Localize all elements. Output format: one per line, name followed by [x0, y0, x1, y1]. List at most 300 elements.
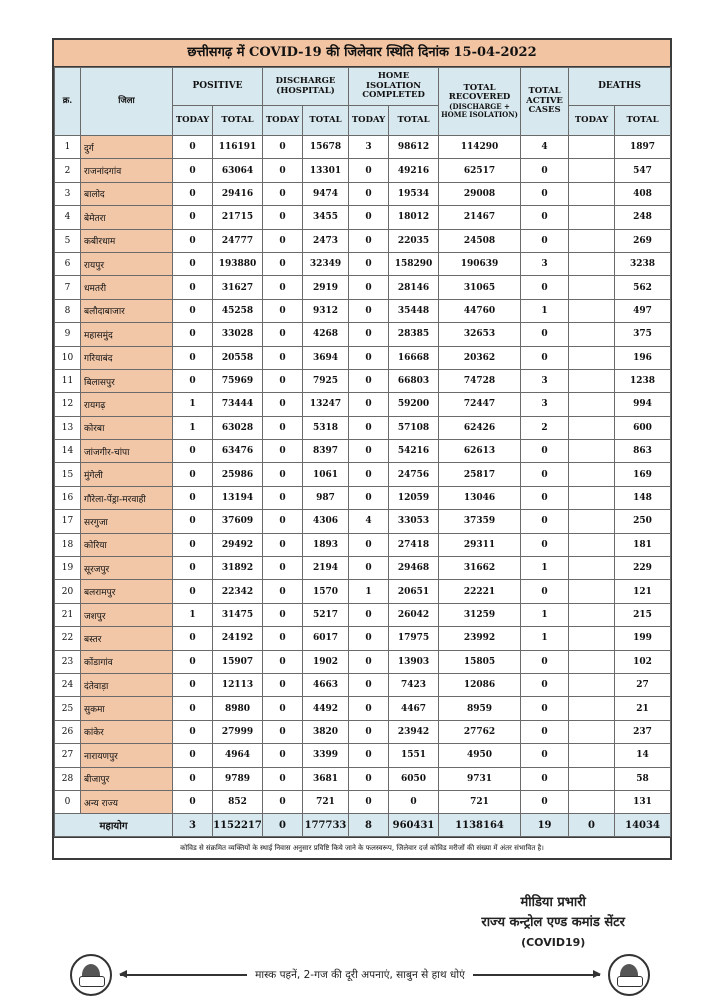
- row-death-today: [569, 510, 615, 533]
- row-death-total: 3238: [615, 252, 671, 275]
- row-pos-today: 0: [173, 252, 213, 275]
- row-sno: 5: [55, 229, 81, 252]
- row-hi-total: 57108: [389, 416, 439, 439]
- row-death-total: 547: [615, 159, 671, 182]
- row-recovered: 62426: [439, 416, 521, 439]
- totals-pos-total: 1152217: [213, 814, 263, 837]
- row-death-total: 600: [615, 416, 671, 439]
- row-pos-today: 0: [173, 276, 213, 299]
- row-death-today: [569, 416, 615, 439]
- row-dis-today: 0: [263, 416, 303, 439]
- row-dis-total: 3681: [303, 767, 349, 790]
- row-hi-total: 26042: [389, 603, 439, 626]
- row-recovered: 23992: [439, 627, 521, 650]
- row-pos-total: 24777: [213, 229, 263, 252]
- row-hi-today: 1: [349, 580, 389, 603]
- header-deaths-total: TOTAL: [615, 106, 671, 136]
- header-total-active: TOTAL ACTIVE CASES: [521, 68, 569, 136]
- row-hi-total: 16668: [389, 346, 439, 369]
- row-death-today: [569, 276, 615, 299]
- row-pos-total: 852: [213, 790, 263, 813]
- row-hi-today: 0: [349, 767, 389, 790]
- row-pos-total: 24192: [213, 627, 263, 650]
- row-sno: 19: [55, 557, 81, 580]
- totals-row: [55, 814, 671, 837]
- row-dis-today: 0: [263, 580, 303, 603]
- row-sno: 28: [55, 767, 81, 790]
- row-active: 0: [521, 650, 569, 673]
- row-pos-total: 63064: [213, 159, 263, 182]
- signature-line1: मीडिया प्रभारी: [520, 895, 586, 910]
- row-pos-today: 0: [173, 159, 213, 182]
- row-active: 0: [521, 767, 569, 790]
- row-dis-today: 0: [263, 136, 303, 159]
- row-active: 4: [521, 136, 569, 159]
- row-dis-today: 0: [263, 486, 303, 509]
- row-dis-total: 3694: [303, 346, 349, 369]
- row-recovered: 31662: [439, 557, 521, 580]
- row-death-today: [569, 744, 615, 767]
- row-death-today: [569, 627, 615, 650]
- row-death-total: 250: [615, 510, 671, 533]
- row-death-total: 1897: [615, 136, 671, 159]
- row-dis-total: 1061: [303, 463, 349, 486]
- header-hi-total: TOTAL: [389, 106, 439, 136]
- row-sno: 2: [55, 159, 81, 182]
- row-pos-today: 0: [173, 557, 213, 580]
- row-death-today: [569, 229, 615, 252]
- row-district: धमतरी: [81, 276, 173, 299]
- row-pos-today: 1: [173, 393, 213, 416]
- table-row: [55, 486, 671, 509]
- row-active: 0: [521, 440, 569, 463]
- table-row: [55, 440, 671, 463]
- table-row: [55, 603, 671, 626]
- row-dis-today: 0: [263, 557, 303, 580]
- row-district: बलौदाबाजार: [81, 299, 173, 322]
- row-dis-total: 13301: [303, 159, 349, 182]
- row-death-today: [569, 323, 615, 346]
- row-hi-today: 0: [349, 206, 389, 229]
- row-dis-today: 0: [263, 744, 303, 767]
- row-district: रायपुर: [81, 252, 173, 275]
- row-hi-today: 4: [349, 510, 389, 533]
- row-active: 0: [521, 323, 569, 346]
- row-dis-today: 0: [263, 252, 303, 275]
- row-district: बीजापुर: [81, 767, 173, 790]
- row-dis-today: 0: [263, 182, 303, 205]
- row-sno: 18: [55, 533, 81, 556]
- row-district: कोरबा: [81, 416, 173, 439]
- row-hi-today: 0: [349, 323, 389, 346]
- row-active: 1: [521, 627, 569, 650]
- row-death-today: [569, 533, 615, 556]
- row-district: जशपुर: [81, 603, 173, 626]
- row-dis-today: 0: [263, 206, 303, 229]
- row-recovered: 9731: [439, 767, 521, 790]
- row-active: 0: [521, 697, 569, 720]
- row-recovered: 74728: [439, 369, 521, 392]
- row-pos-today: 0: [173, 486, 213, 509]
- row-death-total: 181: [615, 533, 671, 556]
- row-pos-today: 0: [173, 697, 213, 720]
- row-hi-today: 3: [349, 136, 389, 159]
- slogan-text: मास्क पहनें, 2-गज की दूरी अपनाएं, साबुन से हाथ धोएं: [255, 969, 465, 981]
- row-death-total: 199: [615, 627, 671, 650]
- row-pos-total: 31475: [213, 603, 263, 626]
- row-dis-total: 2473: [303, 229, 349, 252]
- row-death-total: 121: [615, 580, 671, 603]
- row-recovered: 24508: [439, 229, 521, 252]
- row-dis-total: 3455: [303, 206, 349, 229]
- row-dis-total: 8397: [303, 440, 349, 463]
- row-death-today: [569, 393, 615, 416]
- row-pos-total: 29416: [213, 182, 263, 205]
- table-row: [55, 463, 671, 486]
- row-death-today: [569, 557, 615, 580]
- row-pos-total: 20558: [213, 346, 263, 369]
- row-pos-total: 9789: [213, 767, 263, 790]
- totals-hi-total: 960431: [389, 814, 439, 837]
- row-hi-total: 27418: [389, 533, 439, 556]
- row-pos-today: 0: [173, 136, 213, 159]
- table-row: [55, 673, 671, 696]
- row-pos-today: 0: [173, 206, 213, 229]
- table-row: [55, 323, 671, 346]
- row-death-total: 196: [615, 346, 671, 369]
- row-district: कोरिया: [81, 533, 173, 556]
- row-pos-total: 15907: [213, 650, 263, 673]
- row-dis-today: 0: [263, 299, 303, 322]
- row-sno: 27: [55, 744, 81, 767]
- row-sno: 12: [55, 393, 81, 416]
- row-pos-total: 33028: [213, 323, 263, 346]
- row-active: 1: [521, 299, 569, 322]
- report-title: छत्तीसगढ़ में COVID-19 की जिलेवार स्थिति दिनांक 15-04-2022: [54, 40, 670, 67]
- row-district: बेमेतरा: [81, 206, 173, 229]
- row-active: 3: [521, 252, 569, 275]
- row-dis-today: 0: [263, 673, 303, 696]
- row-dis-total: 5318: [303, 416, 349, 439]
- table-row: [55, 697, 671, 720]
- row-district: रायगढ़: [81, 393, 173, 416]
- mask-shape: [617, 976, 643, 987]
- row-sno: 17: [55, 510, 81, 533]
- row-recovered: 27762: [439, 720, 521, 743]
- row-sno: 21: [55, 603, 81, 626]
- row-hi-total: 4467: [389, 697, 439, 720]
- row-sno: 11: [55, 369, 81, 392]
- row-hi-total: 1551: [389, 744, 439, 767]
- header-total-recovered: [439, 68, 521, 136]
- row-active: 2: [521, 416, 569, 439]
- row-dis-total: 4492: [303, 697, 349, 720]
- row-recovered: 22221: [439, 580, 521, 603]
- row-hi-today: 0: [349, 416, 389, 439]
- row-dis-today: 0: [263, 510, 303, 533]
- row-dis-today: 0: [263, 229, 303, 252]
- row-recovered: 721: [439, 790, 521, 813]
- row-hi-today: 0: [349, 627, 389, 650]
- row-dis-total: 4268: [303, 323, 349, 346]
- row-pos-today: 0: [173, 323, 213, 346]
- table-row: [55, 276, 671, 299]
- row-death-today: [569, 182, 615, 205]
- row-hi-today: 0: [349, 603, 389, 626]
- row-death-total: 994: [615, 393, 671, 416]
- right-arrow-icon: [473, 974, 600, 976]
- row-death-total: 215: [615, 603, 671, 626]
- row-hi-total: 33053: [389, 510, 439, 533]
- row-district: बलरामपुर: [81, 580, 173, 603]
- row-death-today: [569, 252, 615, 275]
- row-dis-today: 0: [263, 440, 303, 463]
- row-district: गौरेला-पेंड्रा-मरवाही: [81, 486, 173, 509]
- row-dis-total: 32349: [303, 252, 349, 275]
- row-dis-today: 0: [263, 603, 303, 626]
- row-recovered: 25817: [439, 463, 521, 486]
- row-pos-total: 21715: [213, 206, 263, 229]
- row-hi-today: 0: [349, 346, 389, 369]
- row-dis-today: 0: [263, 276, 303, 299]
- table-row: [55, 159, 671, 182]
- row-district: महासमुंद: [81, 323, 173, 346]
- row-hi-total: 12059: [389, 486, 439, 509]
- row-sno: 0: [55, 790, 81, 813]
- table-row: [55, 557, 671, 580]
- row-death-total: 497: [615, 299, 671, 322]
- row-district: बालोद: [81, 182, 173, 205]
- row-sno: 13: [55, 416, 81, 439]
- header-total-recovered-sub: (DISCHARGE + HOME ISOLATION): [441, 102, 518, 120]
- row-hi-total: 6050: [389, 767, 439, 790]
- row-death-total: 148: [615, 486, 671, 509]
- row-active: 0: [521, 533, 569, 556]
- header-positive-today: TODAY: [173, 106, 213, 136]
- header-sno: क्र.: [55, 68, 81, 136]
- row-sno: 22: [55, 627, 81, 650]
- slogan-banner: [60, 950, 660, 1000]
- row-hi-total: 7423: [389, 673, 439, 696]
- row-hi-today: 0: [349, 159, 389, 182]
- row-recovered: 62613: [439, 440, 521, 463]
- row-pos-today: 0: [173, 720, 213, 743]
- row-death-today: [569, 790, 615, 813]
- row-recovered: 4950: [439, 744, 521, 767]
- row-dis-total: 15678: [303, 136, 349, 159]
- row-recovered: 13046: [439, 486, 521, 509]
- row-active: 0: [521, 673, 569, 696]
- row-recovered: 44760: [439, 299, 521, 322]
- masked-face-icon: [608, 954, 650, 996]
- row-district: गरियाबंद: [81, 346, 173, 369]
- table-row: [55, 182, 671, 205]
- row-hi-total: 49216: [389, 159, 439, 182]
- row-district: अन्य राज्य: [81, 790, 173, 813]
- row-recovered: 21467: [439, 206, 521, 229]
- signature-line3: (COVID19): [521, 936, 586, 949]
- row-recovered: 31259: [439, 603, 521, 626]
- row-sno: 16: [55, 486, 81, 509]
- row-death-total: 58: [615, 767, 671, 790]
- row-pos-total: 29492: [213, 533, 263, 556]
- table-row: [55, 744, 671, 767]
- row-pos-today: 0: [173, 533, 213, 556]
- row-dis-today: 0: [263, 369, 303, 392]
- row-hi-today: 0: [349, 440, 389, 463]
- row-sno: 20: [55, 580, 81, 603]
- header-deaths: DEATHS: [569, 68, 671, 106]
- row-district: दंतेवाड़ा: [81, 673, 173, 696]
- row-active: 0: [521, 206, 569, 229]
- row-hi-today: 0: [349, 276, 389, 299]
- row-pos-today: 0: [173, 580, 213, 603]
- row-death-today: [569, 603, 615, 626]
- row-death-today: [569, 346, 615, 369]
- header-total-recovered-label: TOTAL RECOVERED: [448, 82, 511, 103]
- header-deaths-today: TODAY: [569, 106, 615, 136]
- row-dis-today: 0: [263, 346, 303, 369]
- row-dis-total: 6017: [303, 627, 349, 650]
- row-dis-total: 2919: [303, 276, 349, 299]
- row-death-today: [569, 299, 615, 322]
- table-row: [55, 533, 671, 556]
- row-pos-today: 0: [173, 673, 213, 696]
- row-active: 0: [521, 790, 569, 813]
- row-dis-total: 1893: [303, 533, 349, 556]
- row-pos-today: 1: [173, 416, 213, 439]
- row-death-total: 562: [615, 276, 671, 299]
- row-hi-today: 0: [349, 252, 389, 275]
- row-district: बिलासपुर: [81, 369, 173, 392]
- table-row: [55, 767, 671, 790]
- table-row: [55, 580, 671, 603]
- row-hi-total: 98612: [389, 136, 439, 159]
- row-active: 0: [521, 229, 569, 252]
- row-death-today: [569, 136, 615, 159]
- row-dis-today: 0: [263, 720, 303, 743]
- row-dis-total: 4306: [303, 510, 349, 533]
- row-recovered: 37359: [439, 510, 521, 533]
- row-sno: 23: [55, 650, 81, 673]
- row-dis-total: 3399: [303, 744, 349, 767]
- row-hi-today: 0: [349, 369, 389, 392]
- row-hi-today: 0: [349, 299, 389, 322]
- row-active: 0: [521, 486, 569, 509]
- row-active: 3: [521, 393, 569, 416]
- row-sno: 3: [55, 182, 81, 205]
- row-recovered: 32653: [439, 323, 521, 346]
- row-active: 0: [521, 744, 569, 767]
- row-dis-today: 0: [263, 790, 303, 813]
- row-hi-total: 0: [389, 790, 439, 813]
- row-recovered: 190639: [439, 252, 521, 275]
- row-sno: 10: [55, 346, 81, 369]
- row-hi-total: 59200: [389, 393, 439, 416]
- row-dis-total: 1570: [303, 580, 349, 603]
- table-header: [55, 68, 671, 136]
- row-pos-total: 22342: [213, 580, 263, 603]
- row-hi-total: 13903: [389, 650, 439, 673]
- row-pos-total: 116191: [213, 136, 263, 159]
- row-death-total: 229: [615, 557, 671, 580]
- row-pos-today: 0: [173, 346, 213, 369]
- row-active: 0: [521, 182, 569, 205]
- row-hi-total: 28385: [389, 323, 439, 346]
- row-sno: 14: [55, 440, 81, 463]
- row-death-total: 14: [615, 744, 671, 767]
- row-pos-today: 0: [173, 369, 213, 392]
- table-row: [55, 720, 671, 743]
- row-pos-total: 12113: [213, 673, 263, 696]
- row-pos-today: 0: [173, 229, 213, 252]
- row-hi-today: 0: [349, 463, 389, 486]
- row-dis-total: 2194: [303, 557, 349, 580]
- row-recovered: 31065: [439, 276, 521, 299]
- table-row: [55, 416, 671, 439]
- row-death-today: [569, 486, 615, 509]
- row-pos-total: 37609: [213, 510, 263, 533]
- row-death-today: [569, 159, 615, 182]
- header-district: जिला: [81, 68, 173, 136]
- row-sno: 7: [55, 276, 81, 299]
- row-pos-today: 0: [173, 744, 213, 767]
- row-dis-total: 5217: [303, 603, 349, 626]
- row-pos-total: 63476: [213, 440, 263, 463]
- row-active: 3: [521, 369, 569, 392]
- row-dis-today: 0: [263, 627, 303, 650]
- row-death-total: 21: [615, 697, 671, 720]
- table-body: [55, 136, 671, 814]
- row-hi-today: 0: [349, 650, 389, 673]
- table-row: [55, 369, 671, 392]
- row-death-total: 408: [615, 182, 671, 205]
- row-pos-today: 0: [173, 790, 213, 813]
- row-dis-today: 0: [263, 650, 303, 673]
- row-death-total: 375: [615, 323, 671, 346]
- row-pos-today: 0: [173, 650, 213, 673]
- row-dis-total: 987: [303, 486, 349, 509]
- row-death-today: [569, 369, 615, 392]
- row-dis-today: 0: [263, 697, 303, 720]
- table-row: [55, 346, 671, 369]
- row-recovered: 12086: [439, 673, 521, 696]
- header-discharge-today: TODAY: [263, 106, 303, 136]
- row-sno: 4: [55, 206, 81, 229]
- totals-active: 19: [521, 814, 569, 837]
- row-pos-today: 0: [173, 510, 213, 533]
- row-hi-total: 66803: [389, 369, 439, 392]
- table-row: [55, 229, 671, 252]
- row-dis-total: 13247: [303, 393, 349, 416]
- table-row: [55, 510, 671, 533]
- row-district: कोंडागांव: [81, 650, 173, 673]
- row-pos-today: 0: [173, 463, 213, 486]
- row-pos-total: 25986: [213, 463, 263, 486]
- row-hi-total: 18012: [389, 206, 439, 229]
- signature-line2: राज्य कन्ट्रोल एण्ड कमांड सेंटर: [481, 915, 625, 930]
- row-district: सूरजपुर: [81, 557, 173, 580]
- row-recovered: 15805: [439, 650, 521, 673]
- row-district: कबीरधाम: [81, 229, 173, 252]
- row-dis-total: 721: [303, 790, 349, 813]
- row-death-total: 237: [615, 720, 671, 743]
- row-hi-total: 23942: [389, 720, 439, 743]
- row-death-today: [569, 767, 615, 790]
- row-hi-total: 158290: [389, 252, 439, 275]
- row-hi-today: 0: [349, 697, 389, 720]
- row-sno: 6: [55, 252, 81, 275]
